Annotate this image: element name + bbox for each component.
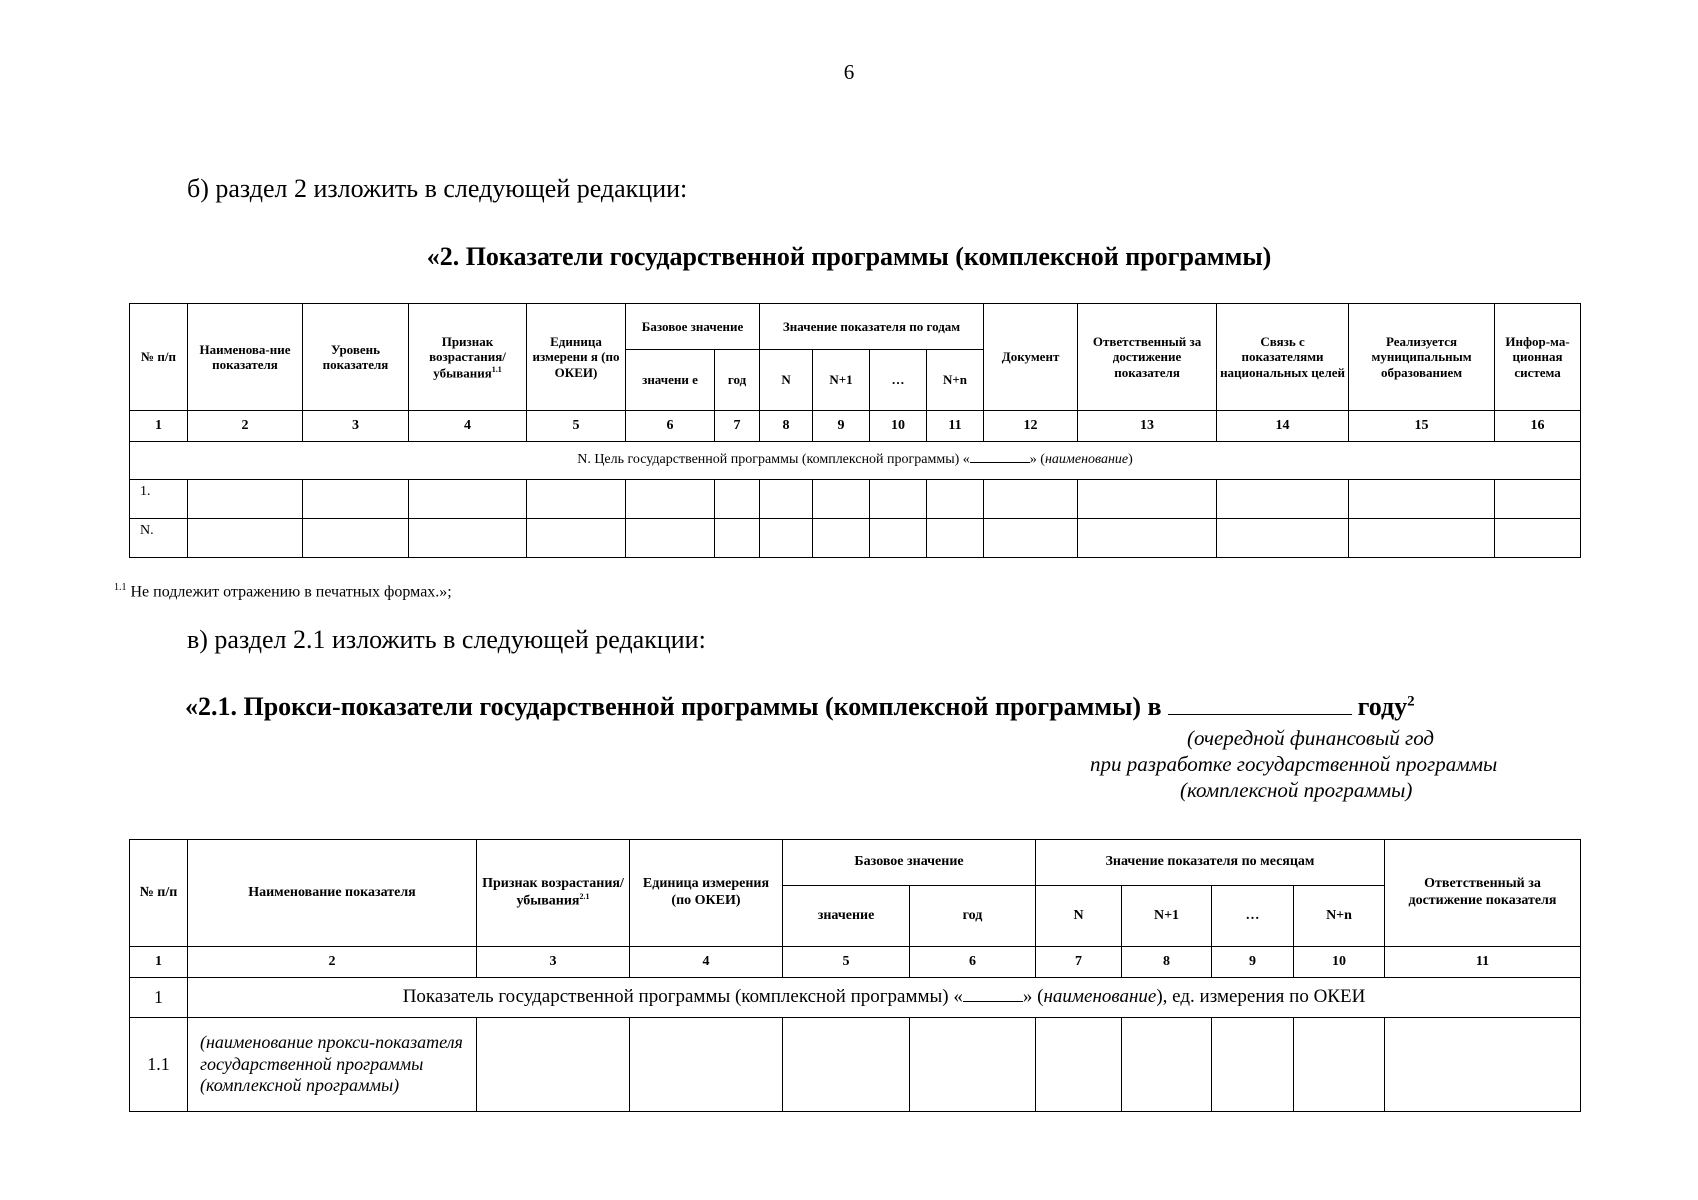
empty-cell: [626, 480, 715, 519]
col-number: 13: [1078, 411, 1217, 442]
empty-cell: [1385, 1018, 1581, 1112]
proxy-name: (наименование прокси-показателя государственной программы (комплексной программы): [188, 1018, 477, 1112]
empty-cell: [626, 519, 715, 558]
empty-cell: [813, 480, 870, 519]
indicator-mid: » (: [1022, 986, 1044, 1008]
title2-sup: 2: [1407, 693, 1415, 710]
header-sign: [409, 304, 527, 411]
goal-end: ): [1128, 452, 1133, 468]
col-number: 7: [1036, 947, 1122, 978]
empty-cell: [1122, 1018, 1212, 1112]
indicator-number: 1: [130, 978, 188, 1018]
empty-cell: [1217, 480, 1349, 519]
header-year-n: N: [760, 350, 813, 411]
empty-cell: [715, 480, 760, 519]
header-level: Уровень показателя: [303, 304, 409, 411]
empty-cell: [910, 1018, 1036, 1112]
title-hint-line1: (очередной финансовый год: [1187, 726, 1435, 750]
header-national-goals: Связь с показателями национальных целей: [1217, 304, 1349, 411]
header-unit: Единица измерени я (по ОКЕИ): [527, 304, 626, 411]
indicator-prefix: Показатель государственной программы (комплексной программы) «: [402, 986, 963, 1008]
indicators-table: [129, 303, 1581, 558]
header-base-value: значени е: [626, 350, 715, 411]
col-number: 11: [1385, 947, 1581, 978]
empty-cell: [1217, 519, 1349, 558]
footnote: [114, 582, 452, 601]
empty-cell: [188, 480, 303, 519]
title2-after: году: [1357, 692, 1408, 721]
empty-cell: [1078, 480, 1217, 519]
header-municipal: Реализуется муниципальным образованием: [1349, 304, 1495, 411]
col-number: 7: [715, 411, 760, 442]
empty-cell: [783, 1018, 910, 1112]
header-year-n1: N+1: [813, 350, 870, 411]
header-unit: Единица измерения (по ОКЕИ): [630, 840, 783, 947]
indicator-italic: наименование: [1043, 986, 1157, 1008]
empty-cell: [813, 519, 870, 558]
col-number: 15: [1349, 411, 1495, 442]
header-month-n1: N+1: [1122, 886, 1212, 947]
header-document: Документ: [984, 304, 1078, 411]
col-number: 8: [760, 411, 813, 442]
header-sign-text: Признак возрастания/ убывания: [429, 333, 506, 380]
page-number: 6: [843, 60, 855, 84]
empty-cell: [303, 519, 409, 558]
empty-cell: [477, 1018, 630, 1112]
empty-cell: [715, 519, 760, 558]
title-hint-line2: при разработке государственной программы: [1090, 752, 1498, 776]
section-2-title: «2. Показатели государственной программы (комплексной программы): [426, 242, 1272, 271]
col-number: 10: [1294, 947, 1385, 978]
goal-suffix: » (: [1029, 452, 1045, 468]
proxy-number: 1.1: [130, 1018, 188, 1112]
header-num: № п/п: [130, 840, 188, 947]
empty-cell: [1349, 519, 1495, 558]
empty-cell: [927, 519, 984, 558]
proxy-indicators-table: [129, 839, 1581, 1112]
empty-cell: [984, 519, 1078, 558]
header-responsible: Ответственный за достижение показателя: [1078, 304, 1217, 411]
header-sign-sup: 2.1: [579, 892, 590, 902]
header-base: Базовое значение: [626, 304, 760, 350]
col-number: 4: [630, 947, 783, 978]
row-label: N.: [130, 519, 188, 558]
goal-italic: наименование: [1044, 452, 1129, 468]
paragraph-b: б) раздел 2 изложить в следующей редакции:: [187, 174, 688, 203]
header-info-system: Инфор-ма-ционная система: [1495, 304, 1581, 411]
footnote-sup: 1.1: [114, 582, 127, 593]
empty-cell: [527, 480, 626, 519]
section-2-1-title: [185, 692, 1415, 722]
col-number: 1: [130, 947, 188, 978]
empty-cell: [1294, 1018, 1385, 1112]
col-number: 5: [783, 947, 910, 978]
indicator-row: [188, 978, 1581, 1018]
header-month-dots: …: [1212, 886, 1294, 947]
empty-cell: [1349, 480, 1495, 519]
header-by-months: Значение показателя по месяцам: [1036, 840, 1385, 886]
title2-before: «2.1. Прокси-показатели государственной программы (комплексной программы) в: [185, 692, 1162, 721]
header-name: Наименова-ние показателя: [188, 304, 303, 411]
empty-cell: [630, 1018, 783, 1112]
empty-cell: [527, 519, 626, 558]
empty-cell: [409, 519, 527, 558]
header-sign: [477, 840, 630, 947]
col-number: 8: [1122, 947, 1212, 978]
header-responsible: Ответственный за достижение показателя: [1385, 840, 1581, 947]
header-base-year: год: [715, 350, 760, 411]
empty-cell: [188, 519, 303, 558]
col-number: 11: [927, 411, 984, 442]
empty-cell: [1212, 1018, 1294, 1112]
indicator-blank: [963, 989, 1023, 1002]
empty-cell: [927, 480, 984, 519]
col-number: 2: [188, 411, 303, 442]
col-number: 14: [1217, 411, 1349, 442]
header-year-nn: N+n: [927, 350, 984, 411]
col-number: 2: [188, 947, 477, 978]
header-base-value: значение: [783, 886, 910, 947]
title2-blank: [1168, 694, 1352, 715]
empty-cell: [303, 480, 409, 519]
header-base: Базовое значение: [783, 840, 1036, 886]
empty-cell: [984, 480, 1078, 519]
indicator-end: ), ед. измерения по ОКЕИ: [1156, 986, 1366, 1008]
empty-cell: [760, 480, 813, 519]
title-hint-line3: (комплексной программы): [1180, 778, 1413, 802]
col-number: 6: [626, 411, 715, 442]
col-number: 9: [813, 411, 870, 442]
row-label: 1.: [130, 480, 188, 519]
col-number: 4: [409, 411, 527, 442]
empty-cell: [409, 480, 527, 519]
empty-cell: [1495, 519, 1581, 558]
col-number: 16: [1495, 411, 1581, 442]
header-month-n: N: [1036, 886, 1122, 947]
header-num: № п/п: [130, 304, 188, 411]
col-number: 9: [1212, 947, 1294, 978]
empty-cell: [760, 519, 813, 558]
empty-cell: [870, 480, 927, 519]
col-number: 12: [984, 411, 1078, 442]
empty-cell: [1495, 480, 1581, 519]
header-name: Наименование показателя: [188, 840, 477, 947]
goal-blank: [970, 452, 1030, 463]
col-number: 10: [870, 411, 927, 442]
col-number: 3: [303, 411, 409, 442]
header-sign-text: Признак возрастания/ убывания: [482, 875, 624, 909]
col-number: 1: [130, 411, 188, 442]
header-month-nn: N+n: [1294, 886, 1385, 947]
goal-row: [130, 442, 1581, 480]
empty-cell: [1078, 519, 1217, 558]
goal-prefix: N. Цель государственной программы (комплексной программы) «: [577, 452, 970, 468]
header-base-year: год: [910, 886, 1036, 947]
header-by-years: Значение показателя по годам: [760, 304, 984, 350]
paragraph-c: в) раздел 2.1 изложить в следующей редакции:: [187, 625, 706, 654]
col-number: 5: [527, 411, 626, 442]
footnote-text: Не подлежит отражению в печатных формах.»;: [130, 583, 452, 601]
empty-cell: [870, 519, 927, 558]
col-number: 6: [910, 947, 1036, 978]
header-sign-sup: 1.1: [491, 364, 502, 374]
col-number: 3: [477, 947, 630, 978]
header-year-dots: …: [870, 350, 927, 411]
empty-cell: [1036, 1018, 1122, 1112]
